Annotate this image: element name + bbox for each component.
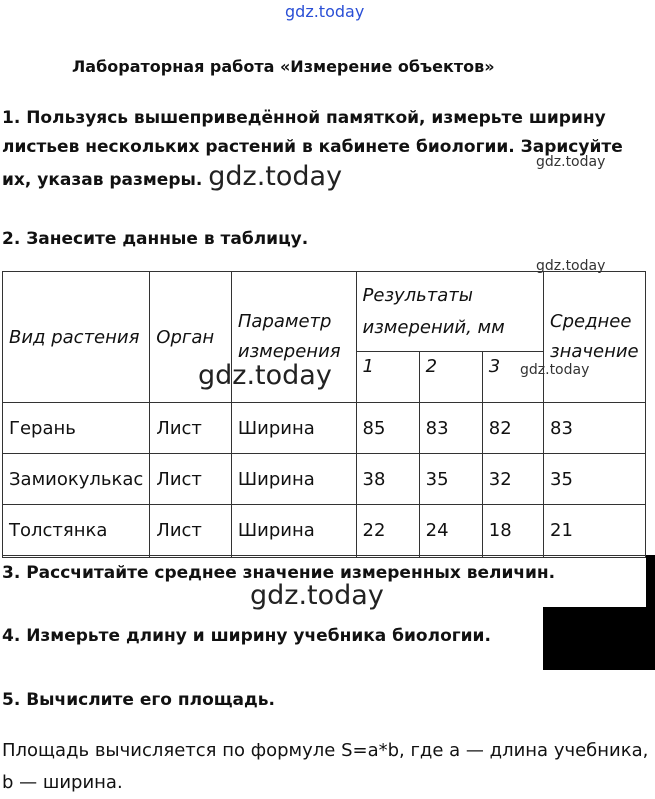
task-2: 2. Занесите данные в таблицу. (2, 229, 309, 249)
cell-value-2: 35 (419, 454, 482, 505)
task-3: 3. Рассчитайте среднее значение измеренных величин. (2, 563, 556, 583)
formula-paragraph: Площадь вычисляется по формуле S=a*b, где a — длина учебника, b — ширина. (2, 740, 649, 793)
watermark-small-3: gdz.today (520, 362, 590, 378)
cell-parameter: Ширина (231, 403, 356, 454)
cell-organ: Лист (150, 505, 232, 556)
task-4: 4. Измерьте длину и ширину учебника биологии. (2, 626, 491, 646)
cell-organ: Лист (150, 403, 232, 454)
cell-species: Герань (3, 403, 150, 454)
watermark-middle: gdz.today (250, 580, 384, 611)
cell-average: 35 (544, 454, 646, 505)
watermark-top: gdz.today (285, 2, 365, 21)
cell-value-3: 82 (482, 403, 543, 454)
measurement-table (2, 271, 646, 558)
table-row (3, 454, 646, 505)
cell-average: 83 (544, 403, 646, 454)
cell-value-3: 18 (482, 505, 543, 556)
header-measure-2: 2 (419, 352, 482, 403)
header-measure-3: 3 (482, 352, 543, 403)
cell-species: Толстянка (3, 505, 150, 556)
task-1-text: 1. Пользуясь вышеприведённой памяткой, измерьте ширину листьев нескольких растений в кабинете биологии. Зарисуйте их, указав размеры. (2, 108, 623, 190)
cell-parameter: Ширина (231, 505, 356, 556)
cell-value-1: 38 (356, 454, 419, 505)
header-measure-1: 1 (356, 352, 419, 403)
header-results: Результаты измерений, мм (356, 272, 543, 352)
table-row (3, 403, 646, 454)
page-title: Лабораторная работа «Измерение объектов» (72, 57, 495, 76)
table-row (3, 505, 646, 556)
redaction-strip (646, 555, 655, 607)
watermark-table: gdz.today (198, 360, 332, 391)
cell-parameter: Ширина (231, 454, 356, 505)
cell-organ: Лист (150, 454, 232, 505)
header-parameter: Параметр измерения (231, 272, 356, 403)
cell-value-2: 83 (419, 403, 482, 454)
watermark-small-1: gdz.today (536, 154, 606, 170)
header-organ: Орган (150, 272, 232, 403)
task-1 (2, 104, 650, 195)
header-average: Среднее значение (544, 272, 646, 403)
cell-value-2: 24 (419, 505, 482, 556)
watermark-small-2: gdz.today (536, 258, 606, 274)
cell-average: 21 (544, 505, 646, 556)
task-5: 5. Вычислите его площадь. (2, 690, 275, 710)
header-species: Вид растения (3, 272, 150, 403)
table-row-empty (3, 556, 646, 558)
cell-species: Замиокулькас (3, 454, 150, 505)
watermark-inline: gdz.today (208, 161, 343, 192)
cell-value-1: 85 (356, 403, 419, 454)
redaction-box (543, 607, 655, 670)
cell-value-1: 22 (356, 505, 419, 556)
cell-value-3: 32 (482, 454, 543, 505)
table-header-row (3, 272, 646, 352)
